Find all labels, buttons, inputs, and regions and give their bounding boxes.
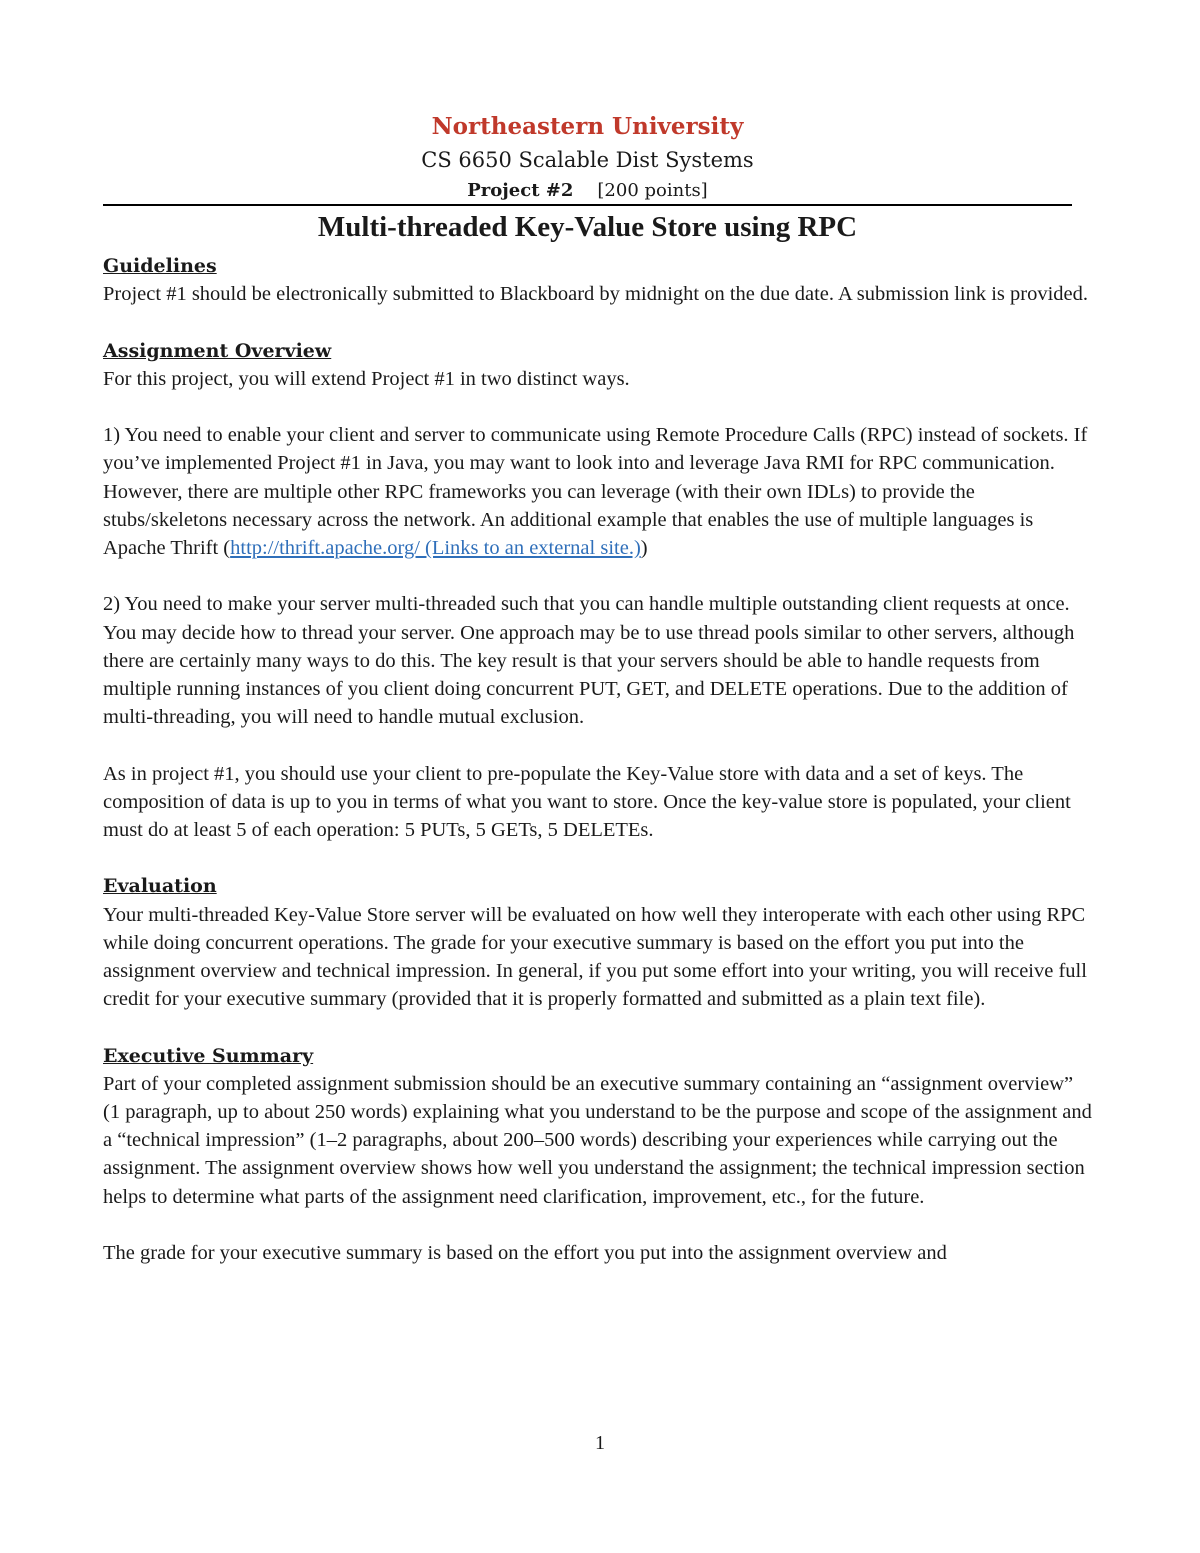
overview-item-3: As in project #1, you should use your client to pre-populate the Key-Value store with data and a set of keys. The composition of data is up to you in terms of what you want to store. Once the key-value store is populated, your client must do at least 5 of each operation: 5 PUTs, 5 GETs, 5 DELETEs.	[103, 762, 1071, 841]
project-number: Project #2	[467, 180, 574, 201]
university-name: Northeastern University	[431, 113, 744, 140]
project-points: [200 points]	[597, 180, 708, 201]
thrift-link[interactable]: http://thrift.apache.org/ (Links to an external site.)	[230, 537, 641, 559]
overview-item-1: 1) You need to enable your client and server to communicate using Remote Procedure Calls (RPC) instead of sockets. If you’ve implemented Project #1 in Java, you may want to look into and leverage Java RMI for RPC communication. However, there are multiple other RPC frameworks you can leverage (with their own IDLs) to provide the stubs/skeletons necessary across the network. An additional example that enables the use of multiple languages is Apache Thrift (http://thrift.apache.org/ (Links to an external site.))	[103, 424, 1088, 559]
page-number: 1	[595, 1432, 605, 1454]
course-title: CS 6650 Scalable Dist Systems	[421, 148, 754, 172]
executive-summary-text: Part of your completed assignment submission should be an executive summary containing an “assignment overview” (1 paragraph, up to about 250 words) explaining what you understand to be the purpose and scope of the assignment and a “technical impression” (1–2 paragraphs, about 200–500 words) describing your experiences while carrying out the assignment. The assignment overview shows how well you understand the assignment; the technical impression section helps to determine what parts of the assignment need clarification, improvement, etc., for the future.	[103, 1072, 1092, 1208]
overview-item-2: 2) You need to make your server multi-threaded such that you can handle multiple outstanding client requests at once. You may decide how to thread your server. One approach may be to use thread pools similar to other servers, although there are certainly many ways to do this. The key result is that your servers should be able to handle requests from multiple running instances of you client doing concurrent PUT, GET, and DELETE operations. Due to the addition of multi-threading, you will need to handle mutual exclusion.	[103, 593, 1075, 729]
header-divider	[103, 204, 1072, 206]
document-header	[103, 112, 1072, 204]
section-heading-executive-summary: Executive Summary	[103, 1044, 314, 1067]
section-heading-overview: Assignment Overview	[103, 339, 332, 362]
guidelines-text: Project #1 should be electronically submitted to Blackboard by midnight on the due date. A submission link is provided.	[103, 283, 1089, 306]
section-heading-evaluation: Evaluation	[103, 875, 217, 898]
executive-summary-text-2: The grade for your executive summary is based on the effort you put into the assignment overview and	[103, 1242, 947, 1264]
evaluation-text: Your multi-threaded Key-Value Store server will be evaluated on how well they interoperate with each other using RPC while doing concurrent operations. The grade for your executive summary is based on the effort you put into the assignment overview and technical impression. In general, if you put some effort into your writing, you will receive full credit for your executive summary (provided that it is properly formatted and submitted as a plain text file).	[103, 903, 1087, 1011]
section-heading-guidelines: Guidelines	[103, 255, 217, 277]
document-body	[103, 252, 1093, 1267]
overview-intro: For this project, you will extend Project #1 in two distinct ways.	[103, 367, 630, 390]
document-title: Multi-threaded Key-Value Store using RPC	[317, 211, 858, 243]
project-line	[103, 178, 1072, 204]
